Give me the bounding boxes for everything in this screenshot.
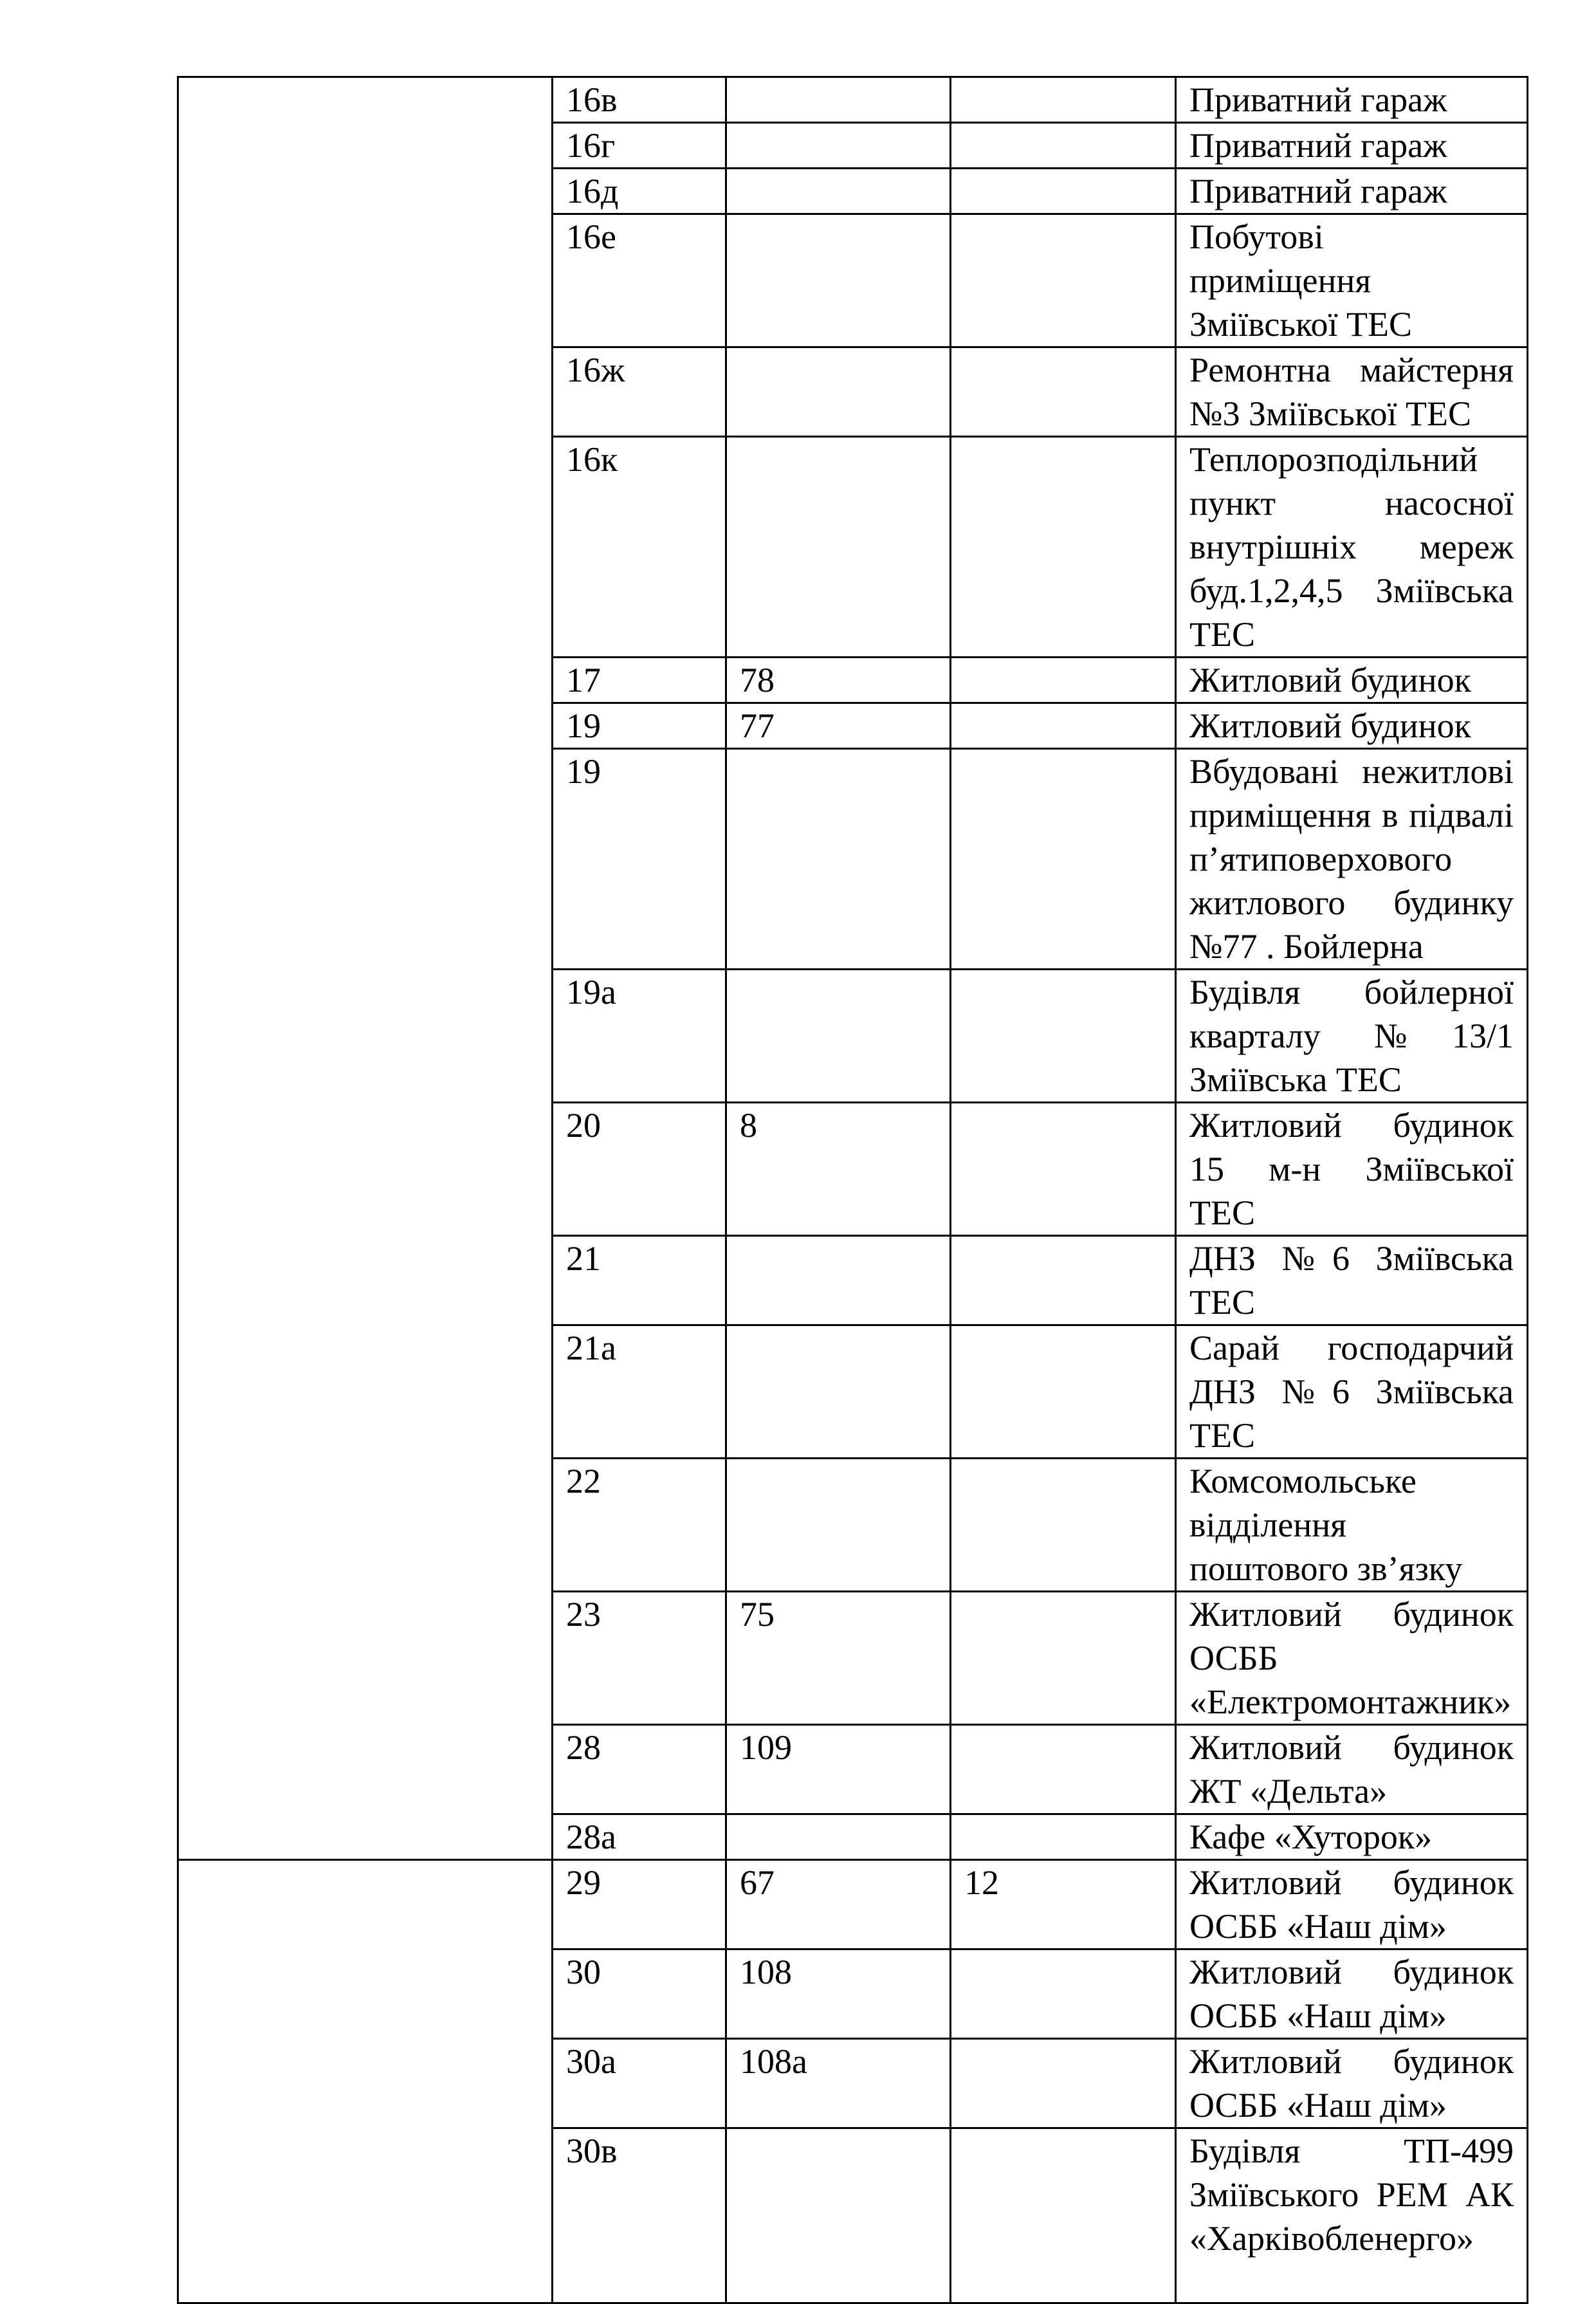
old-number-cell: 108 (726, 1949, 951, 2039)
old-number-cell (726, 169, 951, 214)
extra-cell (951, 658, 1176, 703)
old-number-cell: 67 (726, 1860, 951, 1949)
description-cell: Житловий будинок ОСББ «Наш дім» (1176, 1860, 1528, 1949)
old-number-cell: 78 (726, 658, 951, 703)
number-cell: 16е (553, 214, 726, 347)
extra-cell (951, 1592, 1176, 1725)
description-cell: Приватний гараж (1176, 123, 1528, 169)
number-cell: 16в (553, 77, 726, 123)
number-cell: 19а (553, 970, 726, 1103)
old-number-cell (726, 437, 951, 658)
extra-cell (951, 1949, 1176, 2039)
old-number-cell (726, 77, 951, 123)
number-cell: 16ж (553, 347, 726, 437)
description-cell: Житловий будинок (1176, 658, 1528, 703)
number-cell: 30в (553, 2128, 726, 2303)
extra-cell (951, 123, 1176, 169)
extra-cell (951, 1236, 1176, 1325)
street-cell (178, 77, 553, 1860)
extra-cell (951, 1459, 1176, 1592)
extra-cell (951, 703, 1176, 749)
old-number-cell (726, 214, 951, 347)
old-number-cell: 75 (726, 1592, 951, 1725)
number-cell: 19 (553, 749, 726, 970)
number-cell: 16к (553, 437, 726, 658)
old-number-cell (726, 1325, 951, 1459)
street-cell (178, 1860, 553, 2303)
number-cell: 28 (553, 1725, 726, 1814)
old-number-cell (726, 1814, 951, 1860)
description-cell: Комсомольське відділення поштового зв’язку (1176, 1459, 1528, 1592)
description-cell: Будівля ТП-499 Зміївського РЕМ АК «Харківобленерго» (1176, 2128, 1528, 2303)
extra-cell (951, 437, 1176, 658)
old-number-cell (726, 970, 951, 1103)
number-cell: 21 (553, 1236, 726, 1325)
old-number-cell: 108а (726, 2039, 951, 2128)
number-cell: 22 (553, 1459, 726, 1592)
extra-cell (951, 347, 1176, 437)
description-cell: Будівля бойлерної кварталу №13/1 Зміївська ТЕС (1176, 970, 1528, 1103)
number-cell: 16г (553, 123, 726, 169)
number-cell: 28а (553, 1814, 726, 1860)
description-cell: Житловий будинок ОСББ «Електромонтажник» (1176, 1592, 1528, 1725)
description-cell: Житловий будинок 15 м-н Зміївської ТЕС (1176, 1103, 1528, 1236)
number-cell: 30а (553, 2039, 726, 2128)
description-cell: ДНЗ №6 Зміївська ТЕС (1176, 1236, 1528, 1325)
description-cell: Ремонтна майстерня №3 Зміївської ТЕС (1176, 347, 1528, 437)
description-cell: Житловий будинок ОСББ «Наш дім» (1176, 1949, 1528, 2039)
address-table (177, 76, 1528, 2304)
description-cell: Побутові приміщення Зміївської ТЕС (1176, 214, 1528, 347)
old-number-cell (726, 1236, 951, 1325)
extra-cell (951, 1325, 1176, 1459)
extra-cell (951, 749, 1176, 970)
old-number-cell (726, 2128, 951, 2303)
extra-cell (951, 1814, 1176, 1860)
description-cell: Житловий будинок (1176, 703, 1528, 749)
description-cell: Сарай господарчий ДНЗ №6 Зміївська ТЕС (1176, 1325, 1528, 1459)
description-cell: Теплорозподільний пункт насосної внутрішніх мереж буд.1,2,4,5 Зміївська ТЕС (1176, 437, 1528, 658)
old-number-cell (726, 749, 951, 970)
table-row (178, 1860, 1528, 1949)
extra-cell (951, 1725, 1176, 1814)
number-cell: 16д (553, 169, 726, 214)
old-number-cell (726, 347, 951, 437)
description-cell: Кафе «Хуторок» (1176, 1814, 1528, 1860)
extra-cell: 12 (951, 1860, 1176, 1949)
description-cell: Вбудовані нежитлові приміщення в підвалі п’ятиповерхового житлового будинку №77 . Бойлерна (1176, 749, 1528, 970)
number-cell: 17 (553, 658, 726, 703)
description-cell: Приватний гараж (1176, 77, 1528, 123)
old-number-cell: 109 (726, 1725, 951, 1814)
extra-cell (951, 1103, 1176, 1236)
table-row (178, 77, 1528, 123)
number-cell: 20 (553, 1103, 726, 1236)
extra-cell (951, 2128, 1176, 2303)
number-cell: 29 (553, 1860, 726, 1949)
extra-cell (951, 169, 1176, 214)
number-cell: 21а (553, 1325, 726, 1459)
description-cell: Житловий будинок ЖТ «Дельта» (1176, 1725, 1528, 1814)
description-cell: Житловий будинок ОСББ «Наш дім» (1176, 2039, 1528, 2128)
extra-cell (951, 214, 1176, 347)
old-number-cell (726, 1459, 951, 1592)
extra-cell (951, 970, 1176, 1103)
old-number-cell: 8 (726, 1103, 951, 1236)
old-number-cell: 77 (726, 703, 951, 749)
description-cell: Приватний гараж (1176, 169, 1528, 214)
number-cell: 23 (553, 1592, 726, 1725)
number-cell: 30 (553, 1949, 726, 2039)
extra-cell (951, 77, 1176, 123)
number-cell: 19 (553, 703, 726, 749)
old-number-cell (726, 123, 951, 169)
extra-cell (951, 2039, 1176, 2128)
